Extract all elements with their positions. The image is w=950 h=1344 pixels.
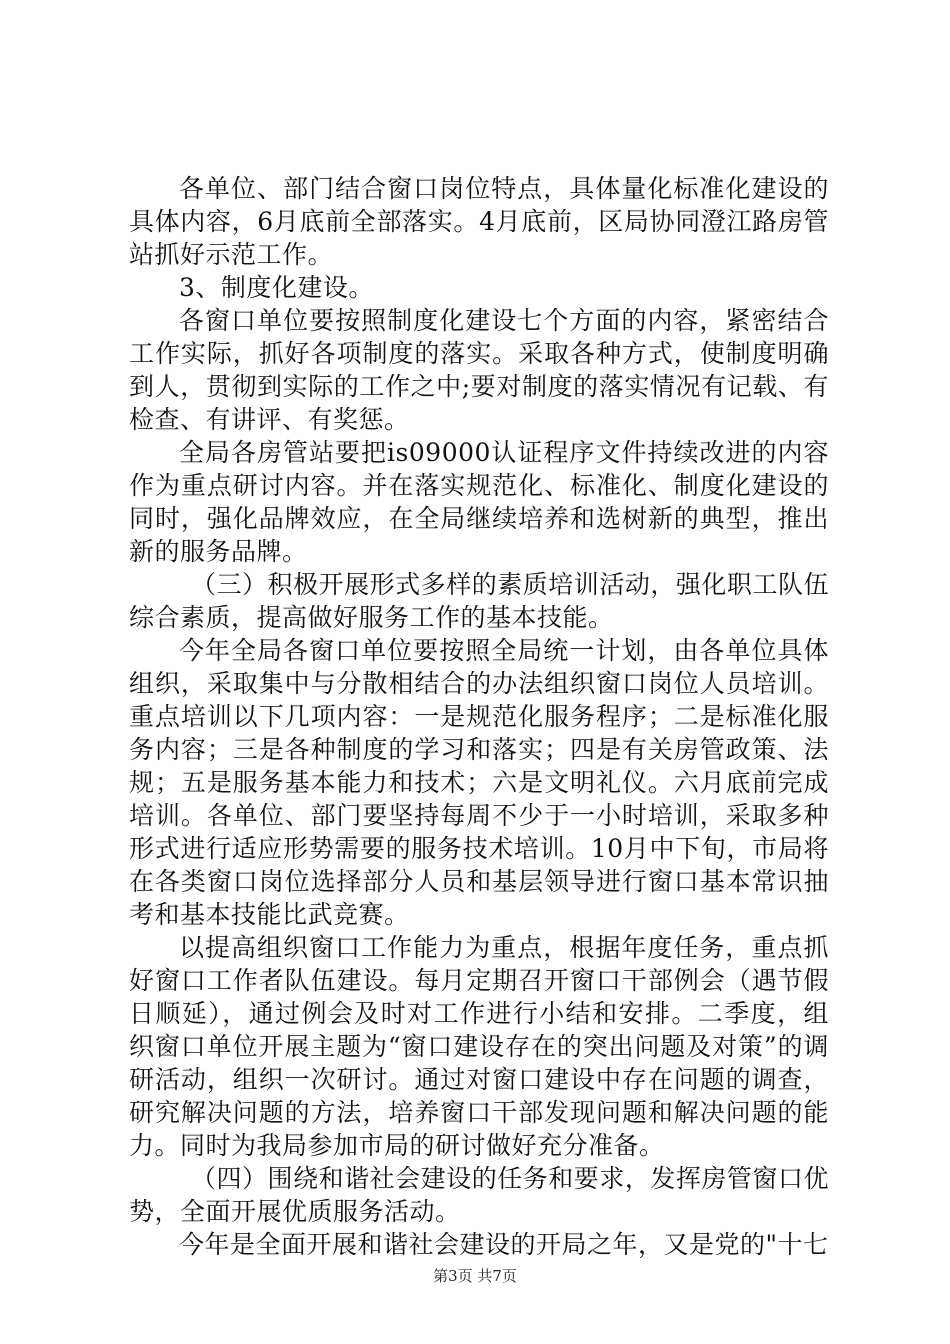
paragraph-standardization-detail: 各单位、部门结合窗口岗位特点，具体量化标准化建设的具体内容，6月底前全部落实。4月底前，区局协同澄江路房管站抓好示范工作。 <box>129 174 829 269</box>
section-heading-training: （三）积极开展形式多样的素质培训活动，强化职工队伍综合素质，提高做好服务工作的基本技能。 <box>129 570 829 632</box>
paragraph-training-plan: 今年全局各窗口单位要按照全局统一计划，由各单位具体组织，采取集中与分散相结合的办法组织窗口岗位人员培训。重点培训以下几项内容：一是规范化服务程序；二是标准化服务内容；三是各种制度的学习和落实；四是有关房管政策、法规；五是服务基本能力和技术；六是文明礼仪。六月底前完成培训。各单位、部门要坚持每周不少于一小时培训，采取多种形式进行适应形势需要的服务技术培训。10月中下旬，市局将在各类窗口岗位选择部分人员和基层领导进行窗口基本常识抽考和基本技能比武竞赛。 <box>129 636 829 929</box>
document-body <box>129 172 829 1261</box>
paragraph-iso-certification: 全局各房管站要把is09000认证程序文件持续改进的内容作为重点研讨内容。并在落实规范化、标准化、制度化建设的同时，强化品牌效应，在全局继续培养和选树新的典型，推出新的服务品牌。 <box>129 438 829 566</box>
section-heading-quality-service: （四）围绕和谐社会建设的任务和要求，发挥房管窗口优势，全面开展优质服务活动。 <box>129 1164 829 1226</box>
page-number-footer: 第3页 共7页 <box>433 1267 517 1285</box>
subheading-institutionalization: 3、制度化建设。 <box>179 273 374 302</box>
paragraph-team-building: 以提高组织窗口工作能力为重点，根据年度任务，重点抓好窗口工作者队伍建设。每月定期召开窗口干部例会（遇节假日顺延），通过例会及时对工作进行小结和安排。二季度，组织窗口单位开展主题为“窗口建设存在的突出问题及对策”的调研活动，组织一次研讨。通过对窗口建设中存在问题的调查，研究解决问题的方法，培养窗口干部发现问题和解决问题的能力。同时为我局参加市局的研讨做好充分准备。 <box>129 933 829 1160</box>
paragraph-harmonious-society: 今年是全面开展和谐社会建设的开局之年，又是党的"十七 <box>179 1230 829 1259</box>
paragraph-institutionalization: 各窗口单位要按照制度化建设七个方面的内容，紧密结合工作实际，抓好各项制度的落实。采取各种方式，使制度明确到人，贯彻到实际的工作之中;要对制度的落实情况有记载、有检查、有讲评、有奖惩。 <box>129 306 829 434</box>
